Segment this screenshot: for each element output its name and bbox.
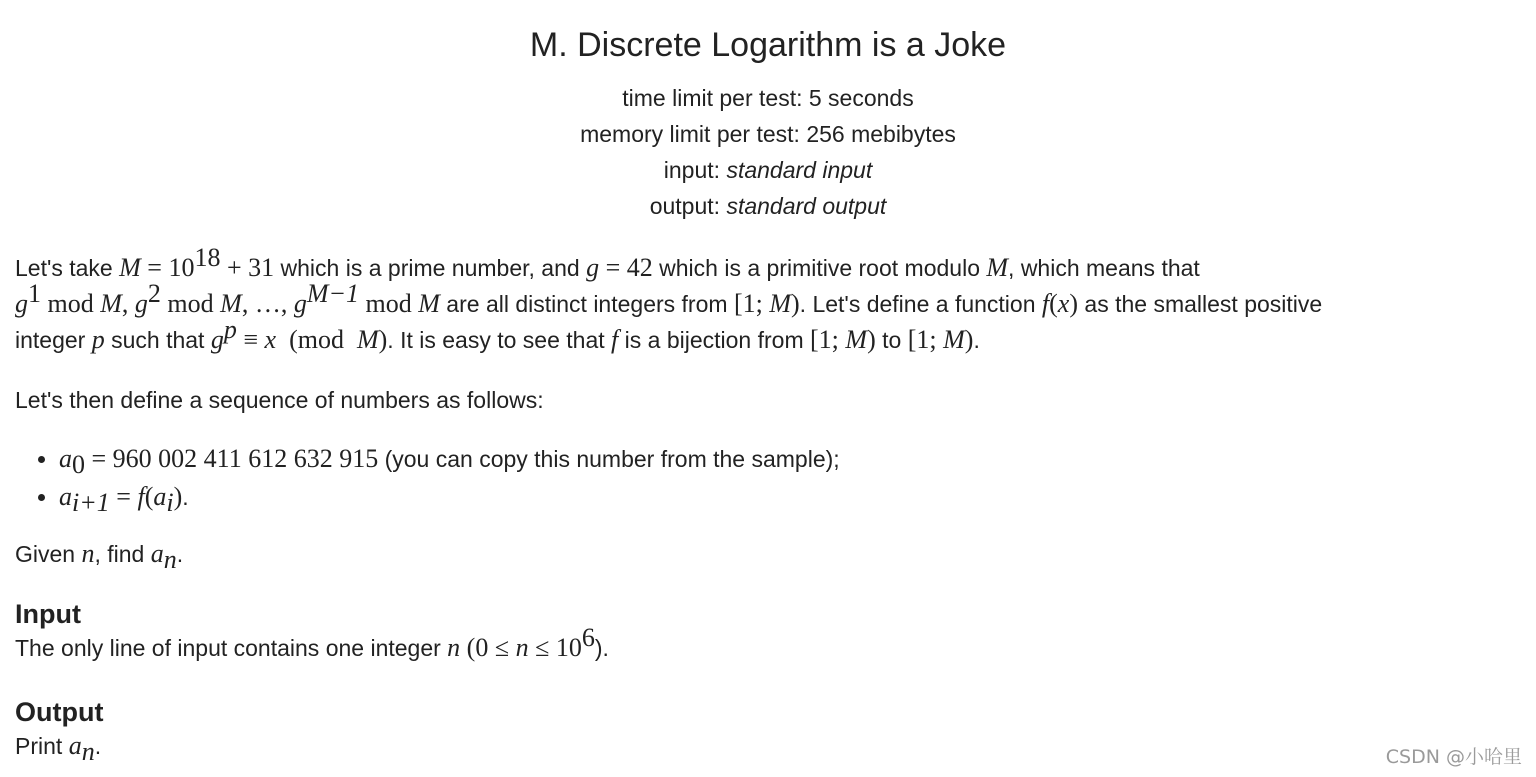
math-var: a bbox=[68, 731, 82, 760]
output-file bbox=[0, 188, 1536, 224]
math-var: p bbox=[91, 325, 105, 354]
text: . Let's define a function bbox=[799, 291, 1042, 317]
sequence-list bbox=[15, 440, 1506, 516]
math-sup: 2 bbox=[147, 279, 161, 308]
math-sup: 6 bbox=[581, 623, 595, 652]
text: ). bbox=[594, 635, 609, 661]
math-var: M bbox=[769, 289, 791, 318]
time-limit bbox=[0, 80, 1536, 116]
time-limit-label: time limit per test: bbox=[622, 85, 809, 111]
text: are all distinct integers from bbox=[439, 291, 734, 317]
text: . It is easy to see that bbox=[387, 327, 612, 353]
math-sup: 18 bbox=[194, 243, 221, 272]
math-var: x bbox=[264, 325, 277, 354]
math: ) bbox=[1069, 289, 1079, 318]
math-var: n bbox=[515, 633, 529, 662]
math-var: M bbox=[845, 325, 868, 354]
math: = bbox=[109, 482, 138, 511]
text: to bbox=[875, 327, 908, 353]
input-section-title: Input bbox=[15, 599, 81, 629]
math-sub: i bbox=[166, 488, 174, 517]
math: ≤ 10 bbox=[528, 633, 582, 662]
text: which is a primitive root modulo bbox=[652, 255, 987, 281]
math: = 42 bbox=[599, 253, 653, 282]
math-var: M bbox=[220, 289, 242, 318]
list-item bbox=[59, 440, 1506, 478]
time-limit-value: 5 seconds bbox=[808, 85, 914, 111]
output-section bbox=[15, 696, 1506, 764]
math-var: g bbox=[210, 325, 224, 354]
statement-paragraph-3 bbox=[15, 536, 1506, 572]
memory-limit-value: 256 mebibytes bbox=[806, 121, 956, 147]
math-var: a bbox=[59, 444, 72, 473]
math: ≡ bbox=[236, 325, 265, 354]
text: . bbox=[973, 327, 980, 353]
math-var: f bbox=[611, 325, 619, 354]
memory-limit bbox=[0, 116, 1536, 152]
math-var: M bbox=[356, 325, 379, 354]
math-var: x bbox=[1057, 289, 1070, 318]
statement-paragraph-2 bbox=[15, 382, 1506, 418]
math-sub: n bbox=[163, 545, 177, 574]
input-value: standard input bbox=[726, 157, 873, 183]
text: Given bbox=[15, 541, 82, 567]
text: . bbox=[94, 733, 102, 759]
math-var: g bbox=[586, 253, 600, 282]
text: , which means that bbox=[1008, 255, 1200, 281]
text: (you can copy this number from the sample); bbox=[378, 446, 840, 472]
math: + 31 bbox=[220, 253, 275, 282]
math: [1; bbox=[907, 325, 944, 354]
math: , bbox=[121, 289, 135, 318]
math-sup: 1 bbox=[28, 279, 41, 308]
math: ( bbox=[1049, 289, 1058, 318]
math-var: M bbox=[418, 289, 440, 318]
math-sub: i+1 bbox=[72, 488, 110, 517]
math-sup: p bbox=[223, 315, 237, 344]
math-var: M bbox=[100, 289, 122, 318]
math: mod bbox=[160, 289, 221, 318]
text: as the smallest positive bbox=[1078, 291, 1323, 317]
text: which is a prime number, and bbox=[274, 255, 587, 281]
math-var: n bbox=[81, 539, 95, 568]
math: ) bbox=[378, 325, 388, 354]
math: (mod bbox=[276, 325, 357, 354]
math-var: a bbox=[150, 539, 164, 568]
input-file bbox=[0, 152, 1536, 188]
math: mod bbox=[41, 289, 101, 318]
math-var: a bbox=[153, 482, 167, 511]
math-var: a bbox=[59, 482, 72, 511]
math-sub: 0 bbox=[72, 450, 85, 479]
math: = 10 bbox=[140, 253, 195, 282]
text: . bbox=[182, 484, 189, 510]
list-item bbox=[59, 478, 1506, 516]
text: is a bijection from bbox=[618, 327, 811, 353]
math: [1; bbox=[733, 289, 770, 318]
math: ) bbox=[173, 482, 183, 511]
math-var: M bbox=[943, 325, 965, 354]
math-var: n bbox=[447, 633, 461, 662]
output-section-title: Output bbox=[15, 697, 104, 727]
text: , find bbox=[94, 541, 151, 567]
text: . bbox=[176, 541, 184, 567]
math-sub: n bbox=[81, 737, 95, 766]
math: , …, bbox=[241, 289, 294, 318]
math: ) bbox=[791, 289, 800, 318]
math: [1; bbox=[810, 325, 846, 354]
sequence-intro: Let's then define a sequence of numbers as follows: bbox=[15, 387, 544, 413]
math: mod bbox=[359, 289, 419, 318]
statement-paragraph-1 bbox=[15, 243, 1506, 358]
text: Let's take bbox=[15, 255, 120, 281]
text: Print bbox=[15, 733, 69, 759]
math-var: f bbox=[1041, 289, 1050, 318]
math: ) bbox=[867, 325, 876, 354]
text: integer bbox=[15, 327, 92, 353]
csdn-watermark: CSDN @小哈里 bbox=[1385, 746, 1522, 768]
math-var: f bbox=[137, 482, 145, 511]
math: ) bbox=[964, 325, 974, 354]
output-label: output: bbox=[649, 193, 727, 219]
output-value: standard output bbox=[726, 193, 887, 219]
math-var: g bbox=[293, 289, 307, 318]
text: such that bbox=[104, 327, 211, 353]
text: The only line of input contains one integer bbox=[15, 635, 448, 661]
math: (0 ≤ bbox=[460, 633, 516, 662]
input-section bbox=[15, 598, 1506, 666]
math-var: g bbox=[134, 289, 148, 318]
math-sup: M−1 bbox=[306, 279, 360, 308]
math-var: M bbox=[119, 253, 141, 282]
problem-header bbox=[0, 0, 1536, 224]
math: ( bbox=[144, 482, 154, 511]
math: = 960 002 411 612 632 915 bbox=[85, 444, 379, 473]
input-label: input: bbox=[663, 157, 727, 183]
memory-limit-label: memory limit per test: bbox=[580, 121, 807, 147]
problem-statement bbox=[15, 243, 1506, 358]
problem-title: M. Discrete Logarithm is a Joke bbox=[529, 26, 1007, 64]
math-var: M bbox=[986, 253, 1009, 282]
math-var: g bbox=[15, 289, 28, 318]
